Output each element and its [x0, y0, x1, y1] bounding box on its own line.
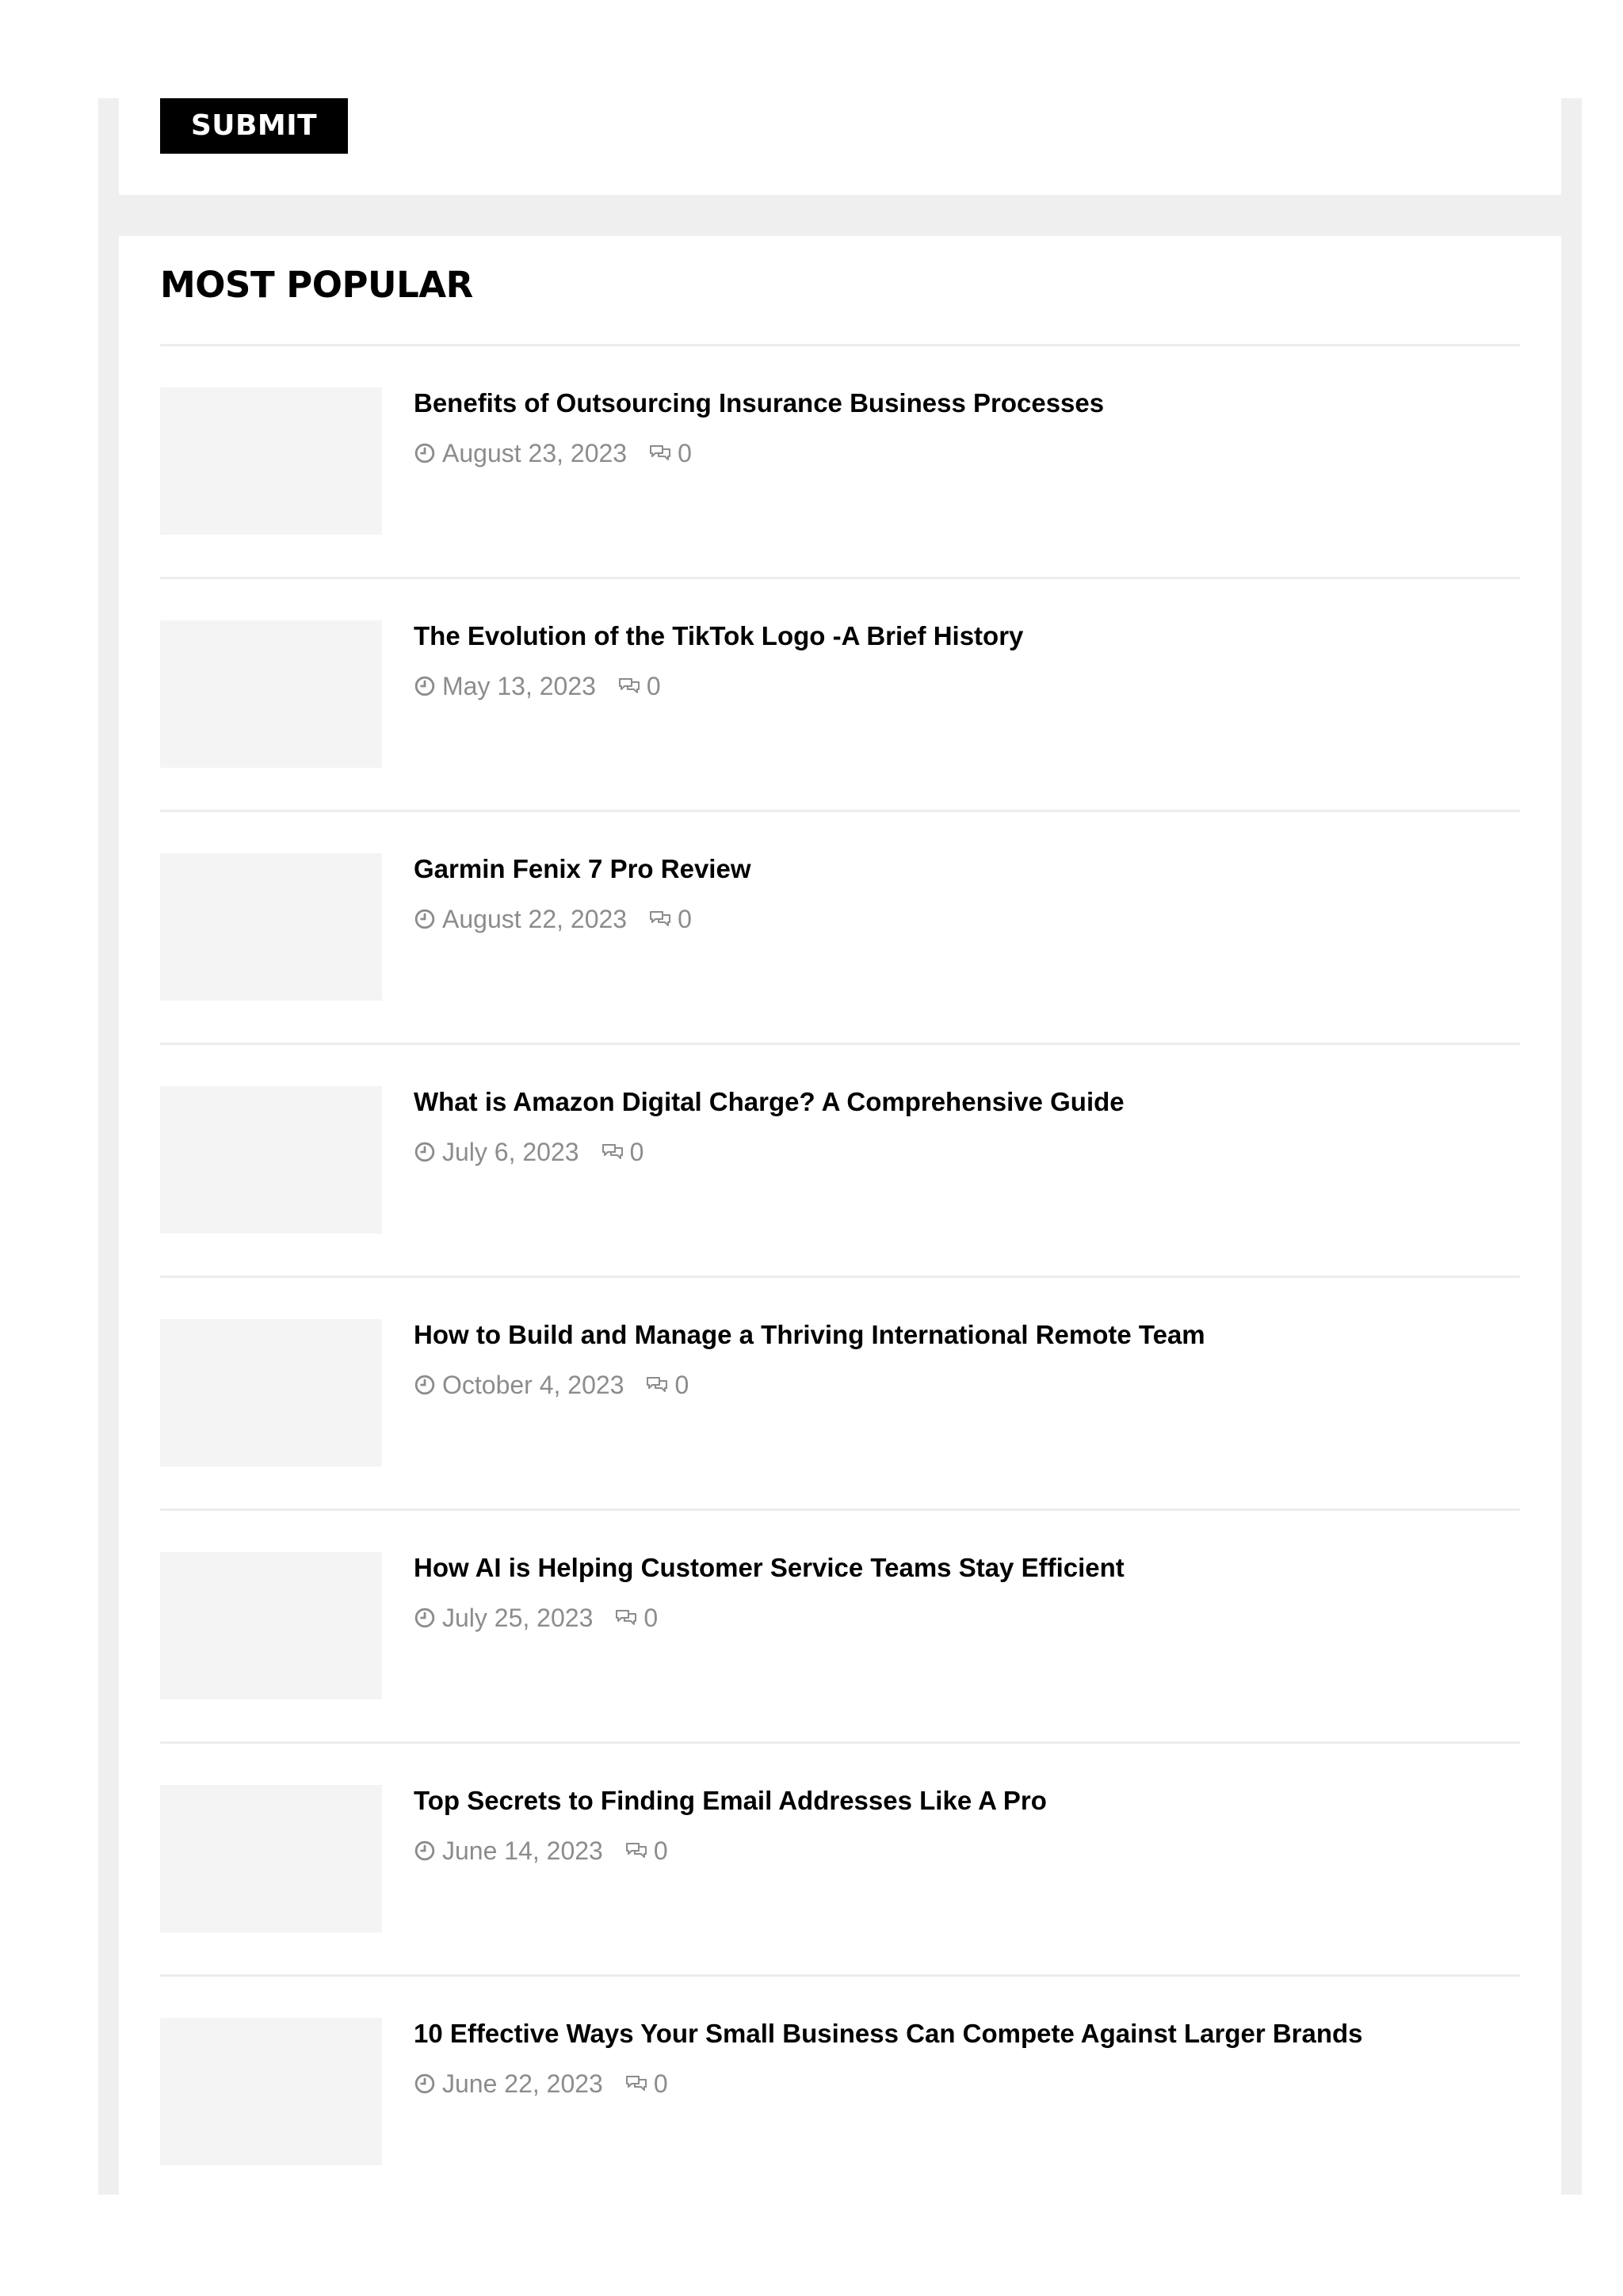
post-meta [414, 1835, 668, 1867]
post-meta [414, 1369, 689, 1401]
post-date: August 22, 2023 [442, 905, 628, 933]
clock-icon [414, 442, 436, 464]
comment-bubbles-icon [649, 442, 671, 464]
post-title-link[interactable]: Benefits of Outsourcing Insurance Business Processes [414, 388, 1105, 418]
post-title-link[interactable]: Top Secrets to Finding Email Addresses Like A Pro [414, 1786, 1047, 1815]
list-item [160, 1276, 1520, 1508]
comment-count: 0 [653, 1836, 668, 1865]
clock-icon [414, 1374, 436, 1396]
post-date: August 23, 2023 [442, 439, 628, 467]
post-meta [414, 2068, 668, 2100]
list-item [160, 1508, 1520, 1741]
post-title-link[interactable]: 10 Effective Ways Your Small Business Can Compete Against Larger Brands [414, 2019, 1363, 2048]
post-date: June 14, 2023 [442, 1836, 603, 1865]
list-item [160, 1741, 1520, 1974]
comment-bubbles-icon [646, 1374, 668, 1396]
post-thumbnail[interactable] [160, 2018, 382, 2165]
clock-icon [414, 908, 436, 930]
submit-button[interactable]: SUBMIT [160, 98, 348, 154]
comment-count-link[interactable] [649, 437, 692, 469]
comment-count-link[interactable] [625, 1835, 668, 1867]
post-date: May 13, 2023 [442, 672, 596, 700]
post-meta [414, 437, 692, 469]
comment-count-link[interactable] [646, 1369, 689, 1401]
comment-count: 0 [646, 672, 661, 700]
post-date: July 25, 2023 [442, 1604, 594, 1632]
section-title: MOST POPULAR [160, 264, 473, 306]
clock-icon [414, 675, 436, 697]
clock-icon [414, 1840, 436, 1862]
post-thumbnail[interactable] [160, 1552, 382, 1699]
comment-bubbles-icon [649, 908, 671, 930]
post-thumbnail[interactable] [160, 853, 382, 1001]
post-meta [414, 670, 661, 702]
post-meta [414, 1602, 658, 1634]
comment-bubbles-icon [601, 1141, 624, 1163]
comment-count-link[interactable] [618, 670, 661, 702]
comment-count: 0 [678, 905, 692, 933]
comment-count-link[interactable] [601, 1136, 644, 1168]
post-title-link[interactable]: Garmin Fenix 7 Pro Review [414, 854, 751, 883]
clock-icon [414, 2073, 436, 2095]
post-meta [414, 903, 692, 935]
post-date: October 4, 2023 [442, 1371, 624, 1399]
comment-bubbles-icon [625, 2073, 647, 2095]
post-title-link[interactable]: How AI is Helping Customer Service Teams Stay Efficient [414, 1553, 1125, 1582]
post-title-link[interactable]: What is Amazon Digital Charge? A Comprehensive Guide [414, 1087, 1125, 1116]
post-thumbnail[interactable] [160, 1785, 382, 1932]
post-thumbnail[interactable] [160, 387, 382, 535]
post-thumbnail[interactable] [160, 620, 382, 768]
comment-count-link[interactable] [615, 1602, 658, 1634]
list-item [160, 1974, 1520, 2207]
list-item [160, 577, 1520, 810]
clock-icon [414, 1141, 436, 1163]
list-item [160, 344, 1520, 577]
post-thumbnail[interactable] [160, 1319, 382, 1466]
post-title-link[interactable]: The Evolution of the TikTok Logo -A Brief History [414, 621, 1024, 650]
list-item [160, 1043, 1520, 1276]
comment-count: 0 [629, 1138, 644, 1166]
comment-bubbles-icon [625, 1840, 647, 1862]
post-title-link[interactable]: How to Build and Manage a Thriving International Remote Team [414, 1320, 1205, 1349]
most-popular-widget [119, 236, 1561, 2195]
comment-count-link[interactable] [625, 2068, 668, 2100]
post-meta [414, 1136, 643, 1168]
post-date: June 22, 2023 [442, 2069, 603, 2098]
comment-count: 0 [678, 439, 692, 467]
list-item [160, 810, 1520, 1043]
comment-count: 0 [674, 1371, 689, 1399]
clock-icon [414, 1607, 436, 1629]
comment-count: 0 [653, 2069, 668, 2098]
post-date: July 6, 2023 [442, 1138, 579, 1166]
comment-count: 0 [643, 1604, 659, 1632]
post-thumbnail[interactable] [160, 1086, 382, 1234]
comment-bubbles-icon [618, 675, 640, 697]
comment-count-link[interactable] [649, 903, 692, 935]
popular-posts-list [160, 344, 1520, 2207]
comment-bubbles-icon [615, 1607, 637, 1629]
